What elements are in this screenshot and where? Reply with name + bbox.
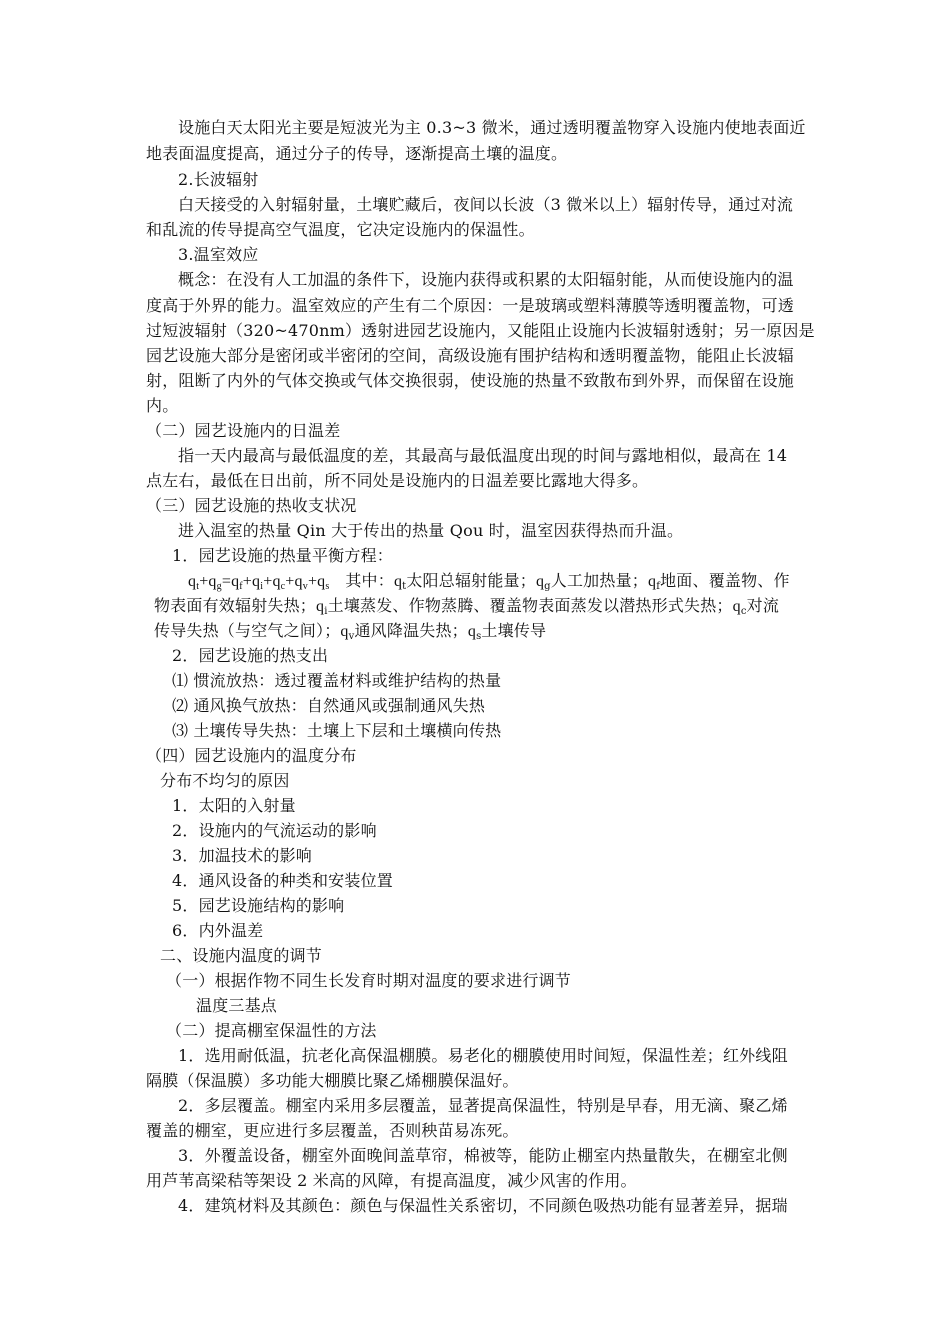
heat-balance-formula-line1: $q_t+q_g=q_f+q_i+q_c+q_v+q_s$ 其中：$q_t$太阳总辐射能量；$q_g$人工加热量；$q_f$地面、覆盖物、作: [188, 571, 790, 592]
heat-balance-equation: $q_t+q_g=q_f+q_i+q_c+q_v+q_s$: [188, 573, 330, 592]
para-daily-diff-line2: 点左右，最低在日出前，所不同处是设施内的日温差要比露地大得多。: [146, 471, 649, 490]
para-greenhouse-line2: 度高于外界的能力。温室效应的产生有二个原因：一是玻璃或塑料薄膜等透明覆盖物，可透: [146, 296, 795, 315]
para-heat-intro: 进入温室的热量 Qin 大于传出的热量 Qou 时，温室因获得热而升温。: [178, 521, 684, 540]
heading-longwave: 2.长波辐射: [178, 170, 259, 189]
regulation-s1-sub: 温度三基点: [196, 996, 278, 1015]
heat-balance-formula-line2: 物表面有效辐射失热；$q_i$土壤蒸发、作物蒸腾、覆盖物表面蒸发以潜热形式失热；$q_c$对流: [154, 596, 780, 617]
heat-output-item2: 2．园艺设施的热支出: [172, 646, 329, 665]
distribution-item-5: 5．园艺设施结构的影响: [172, 896, 345, 915]
heading-heat-balance: （三）园艺设施的热收支状况: [146, 496, 357, 515]
para-shortwave-line2: 地表面温度提高，通过分子的传导，逐渐提高土壤的温度。: [146, 144, 568, 163]
para-greenhouse-line6: 内。: [146, 396, 179, 415]
heat-balance-formula-line3: 传导失热（与空气之间）；$q_v$通风降温失热；$q_s$土壤传导: [154, 621, 547, 642]
method2-line2: 覆盖的棚室，更应进行多层覆盖，否则秧苗易冻死。: [146, 1121, 519, 1140]
para-longwave-line2: 和乱流的传导提高空气温度，它决定设施内的保温性。: [146, 220, 535, 239]
para-greenhouse-line3: 过短波辐射（320~470nm）透射进园艺设施内，又能阻止设施内长波辐射透射；另一原因是: [146, 321, 815, 340]
heading-temp-regulation: 二、设施内温度的调节: [160, 946, 323, 965]
heat-balance-item1: 1．园艺设施的热量平衡方程：: [172, 546, 393, 565]
method2-line1: 2．多层覆盖。棚室内采用多层覆盖，显著提高保温性，特别是早春，用无滴、聚乙烯: [178, 1096, 788, 1115]
method3-line1: 3．外覆盖设备，棚室外面晚间盖草帘，棉被等，能防止棚室内热量散失，在棚室北侧: [178, 1146, 788, 1165]
distribution-item-3: 3．加温技术的影响: [172, 846, 312, 865]
heat-output-sub2: ⑵ 通风换气放热：自然通风或强制通风失热: [172, 696, 486, 715]
method1-line1: 1．选用耐低温，抗老化高保温棚膜。易老化的棚膜使用时间短，保温性差；红外线阻: [178, 1046, 788, 1065]
distribution-item-6: 6．内外温差: [172, 921, 264, 940]
heat-output-sub1: ⑴ 惯流放热：透过覆盖材料或维护结构的热量: [172, 671, 502, 690]
heat-output-sub3: ⑶ 土壤传导失热：土壤上下层和土壤横向传热: [172, 721, 502, 740]
para-longwave-line1: 白天接受的入射辐射量，土壤贮藏后，夜间以长波（3 微米以上）辐射传导，通过对流: [178, 195, 794, 214]
distribution-item-1: 1．太阳的入射量: [172, 796, 296, 815]
distribution-sub: 分布不均匀的原因: [160, 771, 290, 790]
method3-line2: 用芦苇高梁秸等架设 2 米高的风障，有提高温度，减少风害的作用。: [146, 1171, 637, 1190]
regulation-s1: （一）根据作物不同生长发育时期对温度的要求进行调节: [166, 971, 572, 990]
heading-daily-temp-diff: （二）园艺设施内的日温差: [146, 421, 341, 440]
heading-greenhouse-effect: 3.温室效应: [178, 245, 259, 264]
method4-line1: 4．建筑材料及其颜色：颜色与保温性关系密切，不同颜色吸热功能有显著差异，据瑞: [178, 1196, 788, 1215]
para-daily-diff-line1: 指一天内最高与最低温度的差，其最高与最低温度出现的时间与露地相似，最高在 14: [178, 446, 788, 465]
heading-temp-distribution: （四）园艺设施内的温度分布: [146, 746, 357, 765]
distribution-item-4: 4．通风设备的种类和安装位置: [172, 871, 393, 890]
para-shortwave-line1: 设施白天太阳光主要是短波光为主 0.3~3 微米，通过透明覆盖物穿入设施内使地表面近: [178, 118, 806, 137]
distribution-item-2: 2．设施内的气流运动的影响: [172, 821, 377, 840]
para-greenhouse-line4: 园艺设施大部分是密闭或半密闭的空间，高级设施有围护结构和透明覆盖物，能阻止长波辐: [146, 346, 795, 365]
method1-line2: 隔膜（保温膜）多功能大棚膜比聚乙烯棚膜保温好。: [146, 1071, 519, 1090]
regulation-s2: （二）提高棚室保温性的方法: [166, 1021, 377, 1040]
para-greenhouse-line1: 概念：在没有人工加温的条件下，设施内获得或积累的太阳辐射能，从而使设施内的温: [178, 270, 794, 289]
para-greenhouse-line5: 射，阻断了内外的气体交换或气体交换很弱，使设施的热量不致散布到外界，而保留在设施: [146, 371, 795, 390]
